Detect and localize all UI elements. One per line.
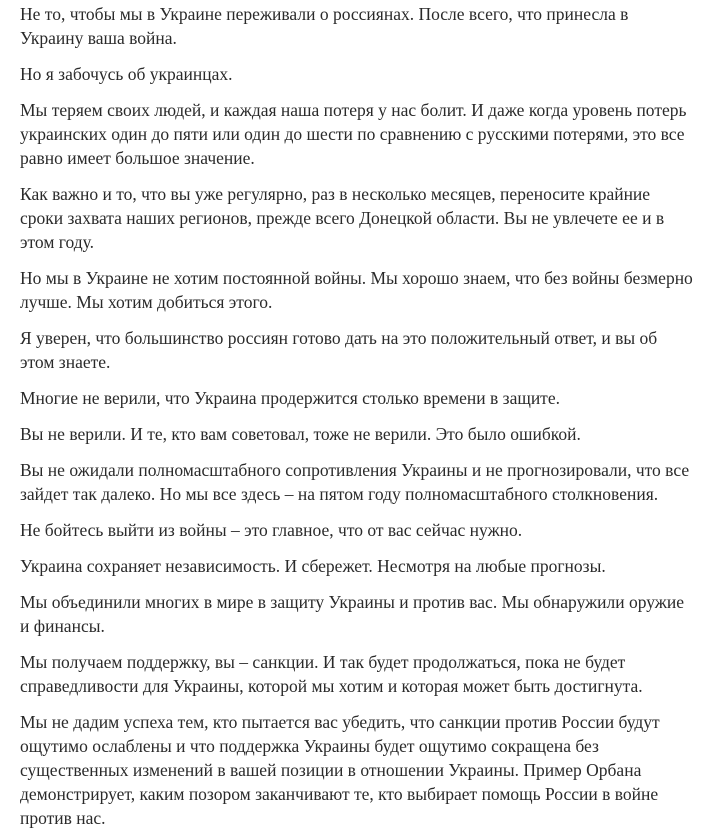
paragraph-4: Как важно и то, что вы уже регулярно, раз в несколько месяцев, переносите крайние сроки захвата наших регионов, прежде всего Донецкой области. Вы не увлечете ее и в этом году. <box>20 184 665 252</box>
paragraph-1: Не то, чтобы мы в Украине переживали о россиянах. После всего, что принесла в Украину ваша война. <box>20 4 629 48</box>
paragraph-6: Я уверен, что большинство россиян готово дать на это положительный ответ, и вы об этом знаете. <box>20 328 658 372</box>
paragraph-7: Многие не верили, что Украина продержится столько времени в защите. <box>20 388 560 408</box>
paragraph-13: Мы получаем поддержку, вы – санкции. И так будет продолжаться, пока не будет справедливости для Украины, которой мы хотим и которая может быть достигнута. <box>20 652 643 696</box>
paragraph-5: Но мы в Украине не хотим постоянной войны. Мы хорошо знаем, что без войны безмерно лучше. Мы хотим добиться этого. <box>20 268 693 312</box>
paragraph-8: Вы не верили. И те, кто вам советовал, тоже не верили. Это было ошибкой. <box>20 424 581 444</box>
paragraph-10: Не бойтесь выйти из войны – это главное, что от вас сейчас нужно. <box>20 520 523 540</box>
paragraph-11: Украина сохраняет независимость. И сбережет. Несмотря на любые прогнозы. <box>20 556 606 576</box>
paragraph-12: Мы объединили многих в мире в защиту Украины и против вас. Мы обнаружили оружие и финансы. <box>20 592 685 636</box>
paragraph-2: Но я забочусь об украинцах. <box>20 64 233 84</box>
paragraph-14: Мы не дадим успеха тем, кто пытается вас убедить, что санкции против России будут ощутимо ослаблены и что поддержка Украины будет ощутимо сокращена без существенных изменений в вашей позиции в отношении Украины. Пример Орбана демонстрирует, каким позором заканчивают те, кто выбирает помощь России в войне против нас. <box>20 712 660 828</box>
paragraph-3: Мы теряем своих людей, и каждая наша потеря у нас болит. И даже когда уровень потерь украинских один до пяти или один до шести по сравнению с русскими потерями, это все равно имеет большое значение. <box>20 100 687 168</box>
paragraph-9: Вы не ожидали полномасштабного сопротивления Украины и не прогнозировали, что все зайдет так далеко. Но мы все здесь – на пятом году полномасштабного столкновения. <box>20 460 690 504</box>
